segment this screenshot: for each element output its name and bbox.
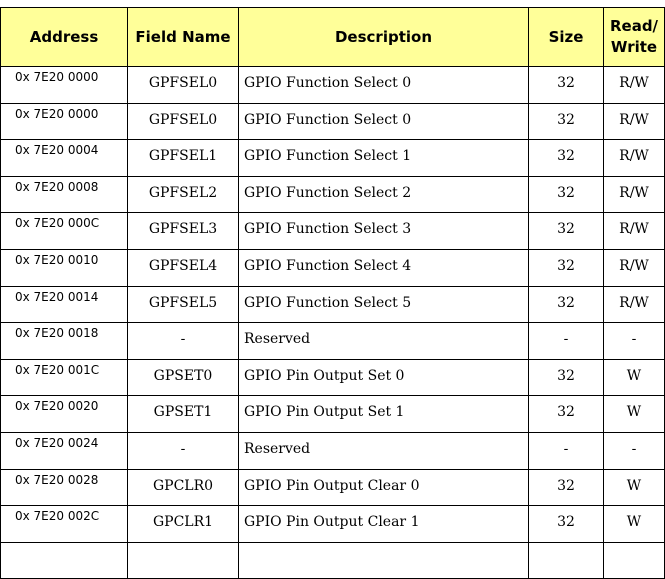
- field-name-cell: GPSET0: [128, 359, 239, 396]
- description-cell: GPIO Function Select 3: [239, 213, 529, 250]
- read-write-cell: R/W: [604, 249, 665, 286]
- description-cell: GPIO Function Select 1: [239, 140, 529, 177]
- read-write-cell: R/W: [604, 103, 665, 140]
- header-field-name: Field Name: [128, 8, 239, 67]
- read-write-cell: [604, 542, 665, 579]
- description-cell: GPIO Function Select 0: [239, 67, 529, 104]
- header-description: Description: [239, 8, 529, 67]
- field-name-cell: GPCLR0: [128, 469, 239, 506]
- address-cell: 0x 7E20 0028: [1, 469, 128, 506]
- read-write-cell: -: [604, 432, 665, 469]
- address-cell: [1, 542, 128, 579]
- description-cell: GPIO Function Select 2: [239, 176, 529, 213]
- read-write-cell: W: [604, 506, 665, 543]
- address-cell: 0x 7E20 000C: [1, 213, 128, 250]
- description-cell: GPIO Pin Output Set 0: [239, 359, 529, 396]
- field-name-cell: GPFSEL0: [128, 103, 239, 140]
- header-size: Size: [529, 8, 604, 67]
- address-cell: 0x 7E20 0004: [1, 140, 128, 177]
- field-name-cell: GPCLR1: [128, 506, 239, 543]
- description-cell: GPIO Function Select 5: [239, 286, 529, 323]
- read-write-cell: R/W: [604, 67, 665, 104]
- table-row: [1, 542, 665, 579]
- description-cell: GPIO Pin Output Clear 0: [239, 469, 529, 506]
- header-address: Address: [1, 8, 128, 67]
- table-header-row: [1, 8, 665, 67]
- field-name-cell: GPFSEL2: [128, 176, 239, 213]
- size-cell: 32: [529, 140, 604, 177]
- description-cell: GPIO Pin Output Set 1: [239, 396, 529, 433]
- table-row: [1, 506, 665, 543]
- table-row: [1, 176, 665, 213]
- description-cell: GPIO Pin Output Clear 1: [239, 506, 529, 543]
- description-cell: [239, 542, 529, 579]
- size-cell: 32: [529, 469, 604, 506]
- size-cell: 32: [529, 103, 604, 140]
- table-row: [1, 432, 665, 469]
- size-cell: 32: [529, 396, 604, 433]
- field-name-cell: GPFSEL3: [128, 213, 239, 250]
- field-name-cell: GPFSEL5: [128, 286, 239, 323]
- address-cell: 0x 7E20 0018: [1, 323, 128, 360]
- table-row: [1, 359, 665, 396]
- read-write-cell: W: [604, 359, 665, 396]
- size-cell: 32: [529, 249, 604, 286]
- address-cell: 0x 7E20 0000: [1, 103, 128, 140]
- address-cell: 0x 7E20 0020: [1, 396, 128, 433]
- header-read-write: [604, 8, 665, 67]
- size-cell: 32: [529, 506, 604, 543]
- address-cell: 0x 7E20 0000: [1, 67, 128, 104]
- table-row: [1, 213, 665, 250]
- description-cell: Reserved: [239, 323, 529, 360]
- size-cell: -: [529, 432, 604, 469]
- table-row: [1, 286, 665, 323]
- field-name-cell: GPFSEL4: [128, 249, 239, 286]
- table-row: [1, 140, 665, 177]
- field-name-cell: GPFSEL0: [128, 67, 239, 104]
- size-cell: -: [529, 323, 604, 360]
- table-row: [1, 396, 665, 433]
- field-name-cell: [128, 542, 239, 579]
- read-write-cell: W: [604, 469, 665, 506]
- read-write-cell: -: [604, 323, 665, 360]
- field-name-cell: -: [128, 323, 239, 360]
- size-cell: 32: [529, 286, 604, 323]
- description-cell: Reserved: [239, 432, 529, 469]
- size-cell: 32: [529, 67, 604, 104]
- read-write-cell: R/W: [604, 213, 665, 250]
- gpio-register-table: [0, 7, 665, 579]
- size-cell: 32: [529, 359, 604, 396]
- description-cell: GPIO Function Select 4: [239, 249, 529, 286]
- read-write-cell: R/W: [604, 286, 665, 323]
- address-cell: 0x 7E20 0024: [1, 432, 128, 469]
- table-row: [1, 323, 665, 360]
- field-name-cell: GPSET1: [128, 396, 239, 433]
- address-cell: 0x 7E20 0014: [1, 286, 128, 323]
- table-row: [1, 67, 665, 104]
- header-read-write-line2: Write: [610, 38, 658, 56]
- address-cell: 0x 7E20 001C: [1, 359, 128, 396]
- address-cell: 0x 7E20 0010: [1, 249, 128, 286]
- field-name-cell: GPFSEL1: [128, 140, 239, 177]
- address-cell: 0x 7E20 0008: [1, 176, 128, 213]
- read-write-cell: W: [604, 396, 665, 433]
- description-cell: GPIO Function Select 0: [239, 103, 529, 140]
- read-write-cell: R/W: [604, 140, 665, 177]
- read-write-cell: R/W: [604, 176, 665, 213]
- field-name-cell: -: [128, 432, 239, 469]
- table-row: [1, 469, 665, 506]
- size-cell: 32: [529, 176, 604, 213]
- table-row: [1, 103, 665, 140]
- table-row: [1, 249, 665, 286]
- address-cell: 0x 7E20 002C: [1, 506, 128, 543]
- size-cell: [529, 542, 604, 579]
- header-read-write-line1: Read/: [609, 17, 659, 35]
- size-cell: 32: [529, 213, 604, 250]
